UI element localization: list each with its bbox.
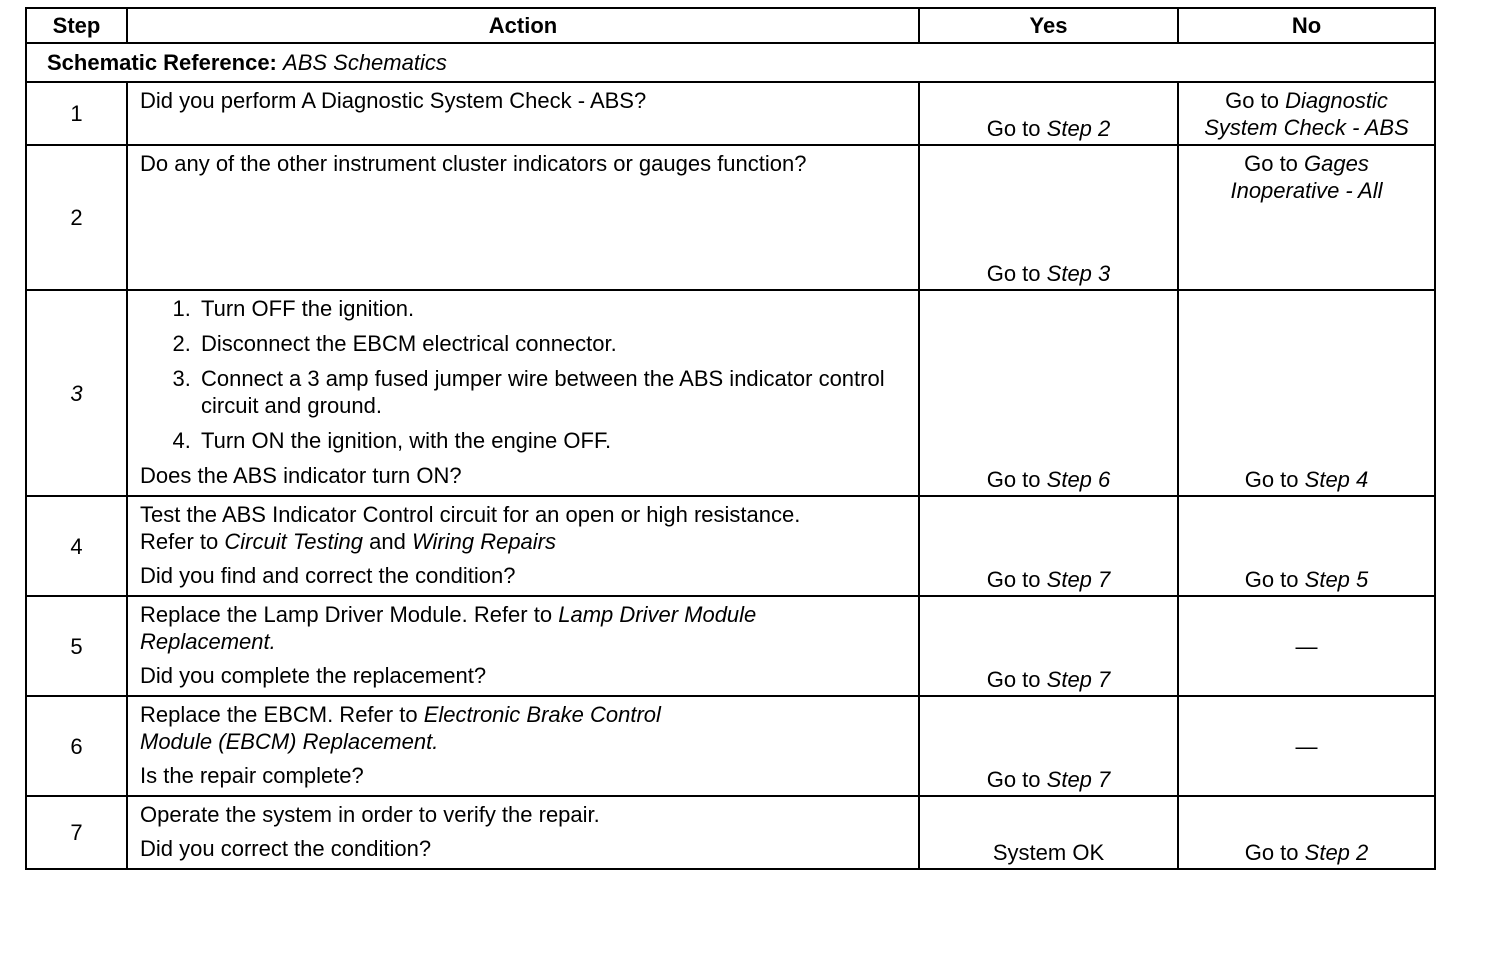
header-yes: Yes bbox=[919, 8, 1178, 43]
header-step: Step bbox=[26, 8, 127, 43]
no-dash: — bbox=[1295, 633, 1318, 659]
no-cell bbox=[1178, 796, 1435, 869]
yes-prefix: Go to bbox=[986, 667, 1041, 692]
refer-line bbox=[140, 528, 908, 555]
no-prefix: Go to bbox=[1244, 467, 1299, 492]
action-cell bbox=[127, 290, 919, 496]
action-question: Did you find and correct the condition? bbox=[140, 563, 516, 588]
yes-cell bbox=[919, 82, 1178, 145]
no-cell bbox=[1178, 82, 1435, 145]
circuit-testing-link[interactable]: Circuit Testing bbox=[224, 529, 363, 554]
yes-prefix: Go to bbox=[986, 767, 1041, 792]
yes-step-link[interactable]: Step 2 bbox=[1046, 116, 1111, 141]
yes-step-link[interactable]: Step 7 bbox=[1046, 667, 1111, 692]
step-number: 4 bbox=[26, 496, 127, 596]
action-text: Replace the EBCM. Refer to bbox=[140, 702, 418, 727]
table-row bbox=[26, 596, 1435, 696]
action-cell bbox=[127, 696, 919, 796]
refer-and: and bbox=[369, 529, 406, 554]
yes-cell bbox=[919, 596, 1178, 696]
action-cell bbox=[127, 496, 919, 596]
procedure-step: 3. Connect a 3 amp fused jumper wire between the ABS indicator control circuit and ground. bbox=[197, 365, 908, 419]
schematic-label: Schematic Reference: bbox=[47, 50, 277, 75]
schematic-reference bbox=[26, 43, 1435, 82]
refer-prefix: Refer to bbox=[140, 529, 219, 554]
schematic-link[interactable]: ABS Schematics bbox=[283, 50, 447, 75]
yes-system-ok: System OK bbox=[992, 840, 1105, 865]
header-no: No bbox=[1178, 8, 1435, 43]
no-step-link[interactable]: Step 5 bbox=[1304, 567, 1369, 592]
no-step-link[interactable]: Step 4 bbox=[1304, 467, 1369, 492]
no-link-cont[interactable]: System Check - ABS bbox=[1204, 115, 1409, 140]
yes-cell bbox=[919, 696, 1178, 796]
no-dash: — bbox=[1295, 733, 1318, 759]
action-question: Is the repair complete? bbox=[140, 763, 364, 788]
header-row bbox=[26, 8, 1435, 43]
action-question: Does the ABS indicator turn ON? bbox=[140, 463, 462, 488]
yes-prefix: Go to bbox=[986, 467, 1041, 492]
no-cell bbox=[1178, 696, 1435, 796]
lamp-driver-link-cont[interactable]: Replacement. bbox=[140, 629, 276, 654]
wiring-repairs-link[interactable]: Wiring Repairs bbox=[411, 529, 557, 554]
action-text: Operate the system in order to verify the repair. bbox=[140, 802, 600, 827]
diagnostic-table bbox=[25, 7, 1436, 870]
no-link[interactable]: Gages bbox=[1304, 151, 1369, 176]
yes-step-link[interactable]: Step 7 bbox=[1046, 567, 1111, 592]
no-prefix: Go to bbox=[1244, 151, 1298, 176]
yes-step-link[interactable]: Step 3 bbox=[1046, 261, 1111, 286]
step-number: 1 bbox=[26, 82, 127, 145]
action-text-line bbox=[140, 601, 908, 628]
step-number: 3 bbox=[26, 290, 127, 496]
action-question: Did you correct the condition? bbox=[140, 836, 432, 861]
table-row bbox=[26, 796, 1435, 869]
no-prefix: Go to bbox=[1225, 88, 1279, 113]
no-cell bbox=[1178, 496, 1435, 596]
schematic-row bbox=[26, 43, 1435, 82]
yes-prefix: Go to bbox=[986, 567, 1041, 592]
action-text-line bbox=[140, 701, 908, 728]
step-number: 6 bbox=[26, 696, 127, 796]
table-row bbox=[26, 82, 1435, 145]
action-text: Replace the Lamp Driver Module. Refer to bbox=[140, 602, 553, 627]
table-row bbox=[26, 496, 1435, 596]
action-cell bbox=[127, 145, 919, 290]
lamp-driver-link[interactable]: Lamp Driver Module bbox=[558, 602, 757, 627]
procedure-step: 2. Disconnect the EBCM electrical connector. bbox=[197, 330, 908, 357]
action-cell bbox=[127, 82, 919, 145]
yes-cell bbox=[919, 290, 1178, 496]
no-prefix: Go to bbox=[1244, 840, 1299, 865]
step-number: 7 bbox=[26, 796, 127, 869]
table-row bbox=[26, 696, 1435, 796]
no-link[interactable]: Diagnostic bbox=[1285, 88, 1388, 113]
no-prefix: Go to bbox=[1244, 567, 1299, 592]
step-number: 2 bbox=[26, 145, 127, 290]
action-question: Did you complete the replacement? bbox=[140, 663, 487, 688]
step-number: 5 bbox=[26, 596, 127, 696]
ebcm-link[interactable]: Electronic Brake Control bbox=[423, 702, 661, 727]
no-step-link[interactable]: Step 2 bbox=[1304, 840, 1369, 865]
ebcm-link-cont[interactable]: Module (EBCM) Replacement. bbox=[140, 729, 439, 754]
no-link-cont[interactable]: Inoperative - All bbox=[1230, 178, 1383, 203]
procedure-step: 1. Turn OFF the ignition. bbox=[197, 295, 908, 322]
yes-cell bbox=[919, 796, 1178, 869]
procedure-list bbox=[140, 295, 908, 454]
yes-cell bbox=[919, 496, 1178, 596]
action-cell bbox=[127, 596, 919, 696]
table-row bbox=[26, 145, 1435, 290]
action-cell bbox=[127, 796, 919, 869]
no-cell bbox=[1178, 290, 1435, 496]
no-cell bbox=[1178, 596, 1435, 696]
table-row bbox=[26, 290, 1435, 496]
yes-step-link[interactable]: Step 6 bbox=[1046, 467, 1111, 492]
action-question: Did you perform A Diagnostic System Check - ABS? bbox=[140, 88, 647, 113]
action-question: Do any of the other instrument cluster indicators or gauges function? bbox=[140, 151, 807, 176]
action-text: Test the ABS Indicator Control circuit for an open or high resistance. bbox=[140, 502, 801, 527]
yes-step-link[interactable]: Step 7 bbox=[1046, 767, 1111, 792]
procedure-step: 4. Turn ON the ignition, with the engine OFF. bbox=[197, 427, 908, 454]
header-action: Action bbox=[127, 8, 919, 43]
no-cell bbox=[1178, 145, 1435, 290]
yes-prefix: Go to bbox=[986, 116, 1041, 141]
yes-cell bbox=[919, 145, 1178, 290]
yes-prefix: Go to bbox=[986, 261, 1041, 286]
